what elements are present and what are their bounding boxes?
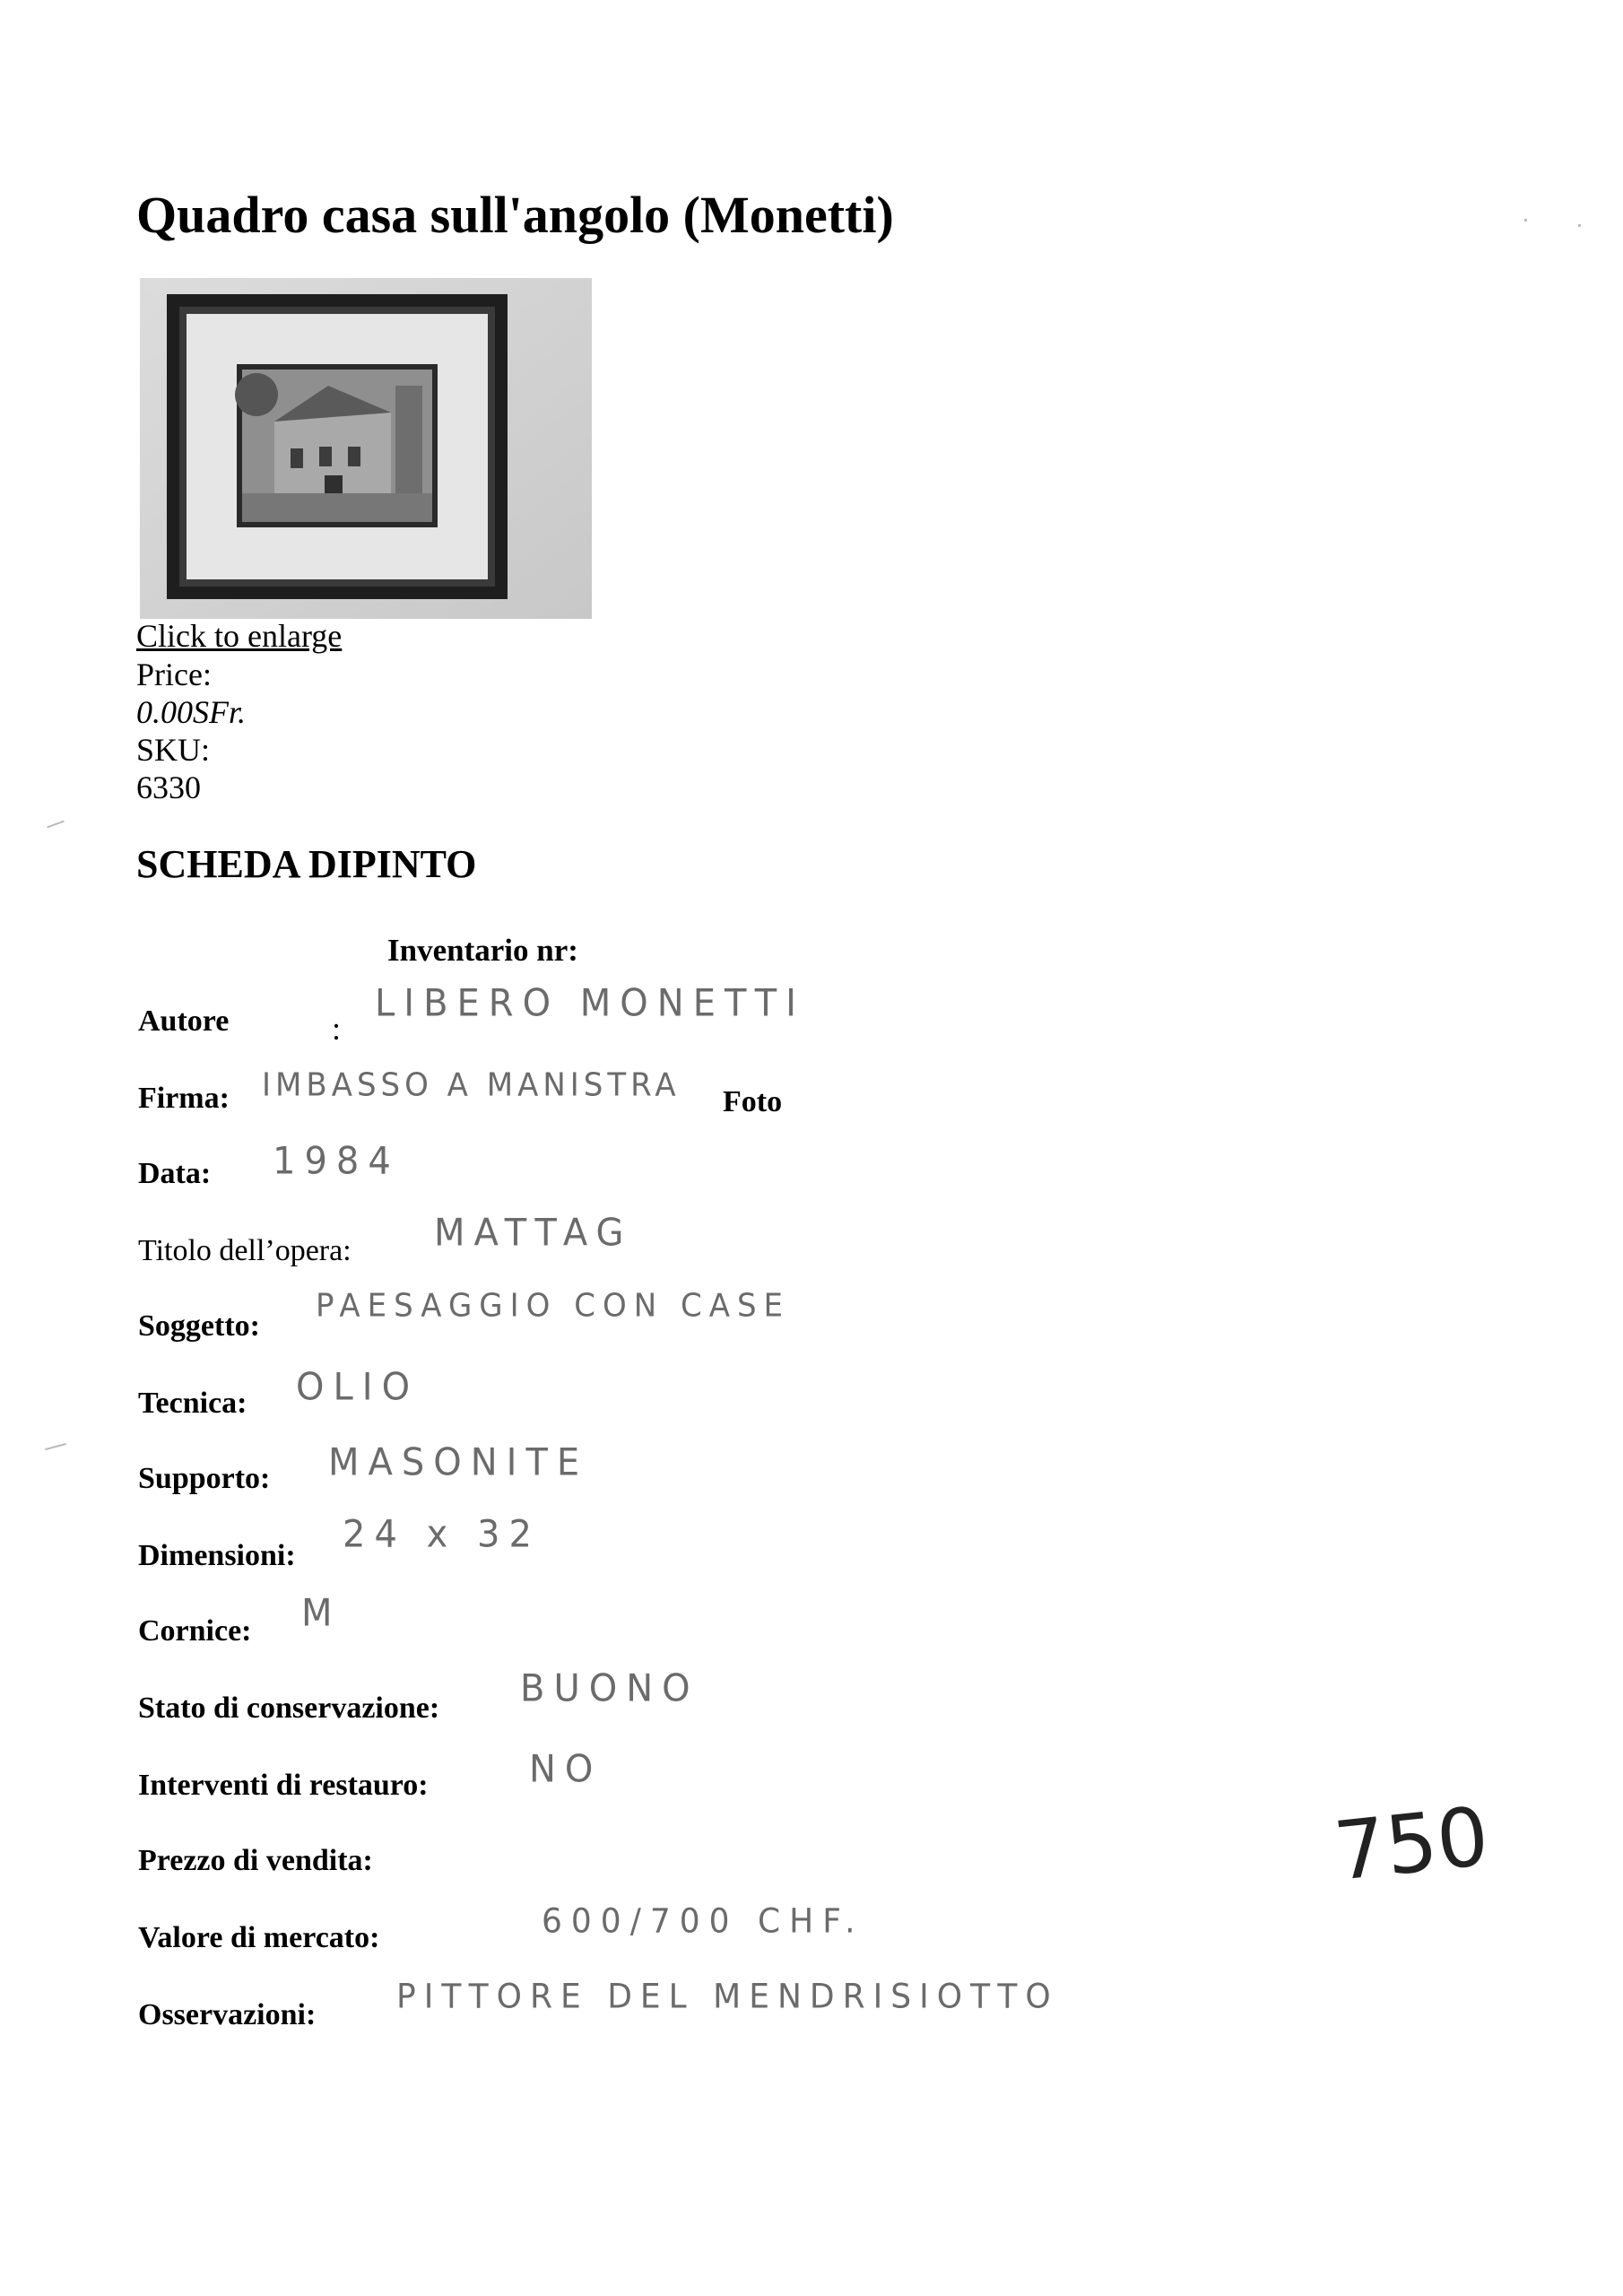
field-value-tecnica: OLIO	[296, 1365, 420, 1410]
field-label-titolo: Titolo dell’opera:	[138, 1234, 352, 1267]
field-label-valore: Valore di mercato:	[138, 1921, 380, 1954]
field-value-data: 1984	[273, 1139, 400, 1184]
field-value-conservazione: BUONO	[520, 1666, 699, 1711]
field-value-autore: LIBERO MONETTI	[375, 981, 805, 1026]
colon-separator: :	[332, 1011, 342, 1047]
section-heading: SCHEDA DIPINTO	[136, 842, 477, 886]
field-label-conservazione: Stato di conservazione:	[138, 1692, 440, 1725]
field-value-osservazioni: PITTORE DEL MENDRISIOTTO	[396, 1977, 1059, 2017]
scan-speck	[1578, 224, 1581, 227]
price-value: 0.00SFr.	[136, 694, 247, 730]
scan-speck	[1524, 219, 1527, 222]
field-label-tecnica: Tecnica:	[138, 1387, 247, 1420]
field-value-titolo: MATTAG	[434, 1211, 633, 1256]
sku-value: 6330	[136, 770, 201, 805]
field-value-valore: 600/700 CHF.	[542, 1901, 864, 1942]
field-value-dimensioni: 24 x 32	[343, 1512, 541, 1557]
field-value-cornice: M	[301, 1591, 342, 1636]
field-value-soggetto: PAESAGGIO CON CASE	[316, 1287, 791, 1325]
inventory-label: Inventario nr:	[387, 933, 578, 968]
field-label-cornice: Cornice:	[138, 1614, 252, 1648]
sku-label: SKU:	[136, 732, 211, 768]
field-label-soggetto: Soggetto:	[138, 1309, 260, 1343]
field-label-autore: Autore	[138, 1004, 230, 1038]
field-value-supporto: MASONITE	[328, 1440, 589, 1485]
product-photo[interactable]	[140, 278, 592, 619]
margin-note	[1330, 1789, 1558, 1901]
price-label: Price:	[136, 657, 212, 692]
scan-speck	[45, 1443, 66, 1450]
field-label-data: Data:	[138, 1157, 212, 1190]
enlarge-link[interactable]: Click to enlarge	[136, 618, 343, 654]
field-label-osservazioni: Osservazioni:	[138, 1998, 317, 2031]
field-label-restauro: Interventi di restauro:	[138, 1769, 429, 1802]
scan-speck	[47, 821, 64, 829]
margin-note-value: 750	[1330, 1789, 1494, 1900]
field-label-dimensioni: Dimensioni:	[138, 1539, 296, 1572]
field-label-prezzo: Prezzo di vendita:	[138, 1844, 373, 1877]
page-title: Quadro casa sull'angolo (Monetti)	[136, 186, 894, 244]
field-label-firma: Firma:	[138, 1082, 230, 1115]
photo-label: Foto	[723, 1085, 783, 1118]
field-value-restauro: NO	[529, 1747, 603, 1792]
field-value-firma: IMBASSO A MANISTRA	[262, 1066, 681, 1104]
field-label-supporto: Supporto:	[138, 1462, 271, 1495]
